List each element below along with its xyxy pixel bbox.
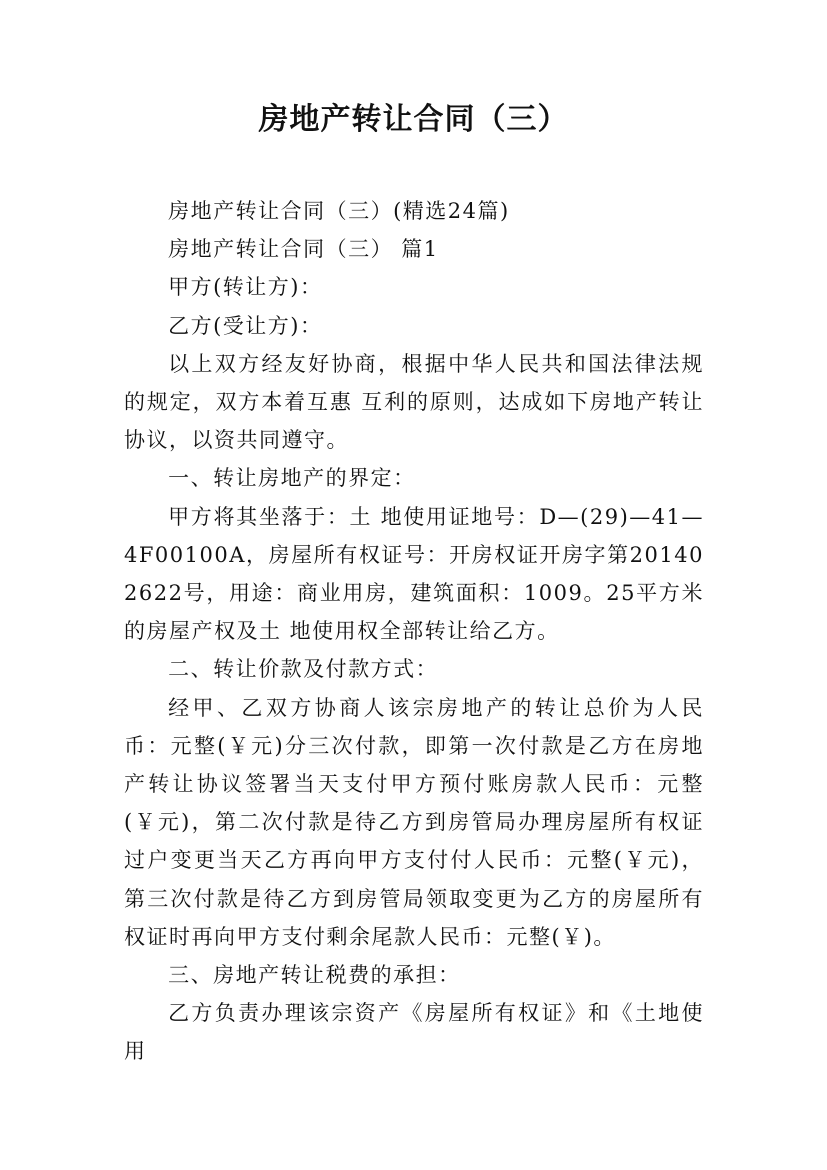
paragraph-preamble: 以上双方经友好协商，根据中华人民共和国法律法规的规定，双方本着互惠 互利的原则，达成如下房地产转让协议，以资共同遵守。 <box>124 351 704 453</box>
paragraph-section-1-body: 甲方将其坐落于：土 地使用证地号：D—(29)—41—4F00100A，房屋所有权证号：开房权证开房字第201402622号，用途：商业用房，建筑面积：1009。25平方米的房屋产权及土 地使用权全部转让给乙方。 <box>124 504 704 644</box>
paragraph-article-heading: 房地产转让合同（三） 篇1 <box>168 237 439 262</box>
paragraph-section-1-heading: 一、转让房地产的界定： <box>168 466 416 491</box>
paragraph-section-2-body: 经甲、乙双方协商人该宗房地产的转让总价为人民币：元整(￥元)分三次付款，即第一次付款是乙方在房地产转让协议签署当天支付甲方预付账房款人民币：元整(￥元)，第二次付款是待乙方到房管局办理房屋所有权证过户变更当天乙方再向甲方支付付人民币：元整(￥元)，第三次付款是待乙方到房管局领取变更为乙方的房屋所有权证时再向甲方支付剩余尾款人民币：元整(￥)。 <box>124 695 704 949</box>
paragraph-section-3-body: 乙方负责办理该宗资产《房屋所有权证》和《土地使用 <box>124 1001 704 1064</box>
paragraph-party-a: 甲方(转让方)： <box>168 275 323 300</box>
paragraph-party-b: 乙方(受让方)： <box>168 313 323 338</box>
document-title: 房地产转让合同（三） <box>258 102 569 137</box>
paragraph-section-3-heading: 三、房地产转让税费的承担： <box>168 963 461 988</box>
paragraph-section-2-heading: 二、转让价款及付款方式： <box>168 657 439 682</box>
paragraph-subtitle: 房地产转让合同（三）(精选24篇) <box>168 199 510 223</box>
document-body <box>124 192 704 1071</box>
